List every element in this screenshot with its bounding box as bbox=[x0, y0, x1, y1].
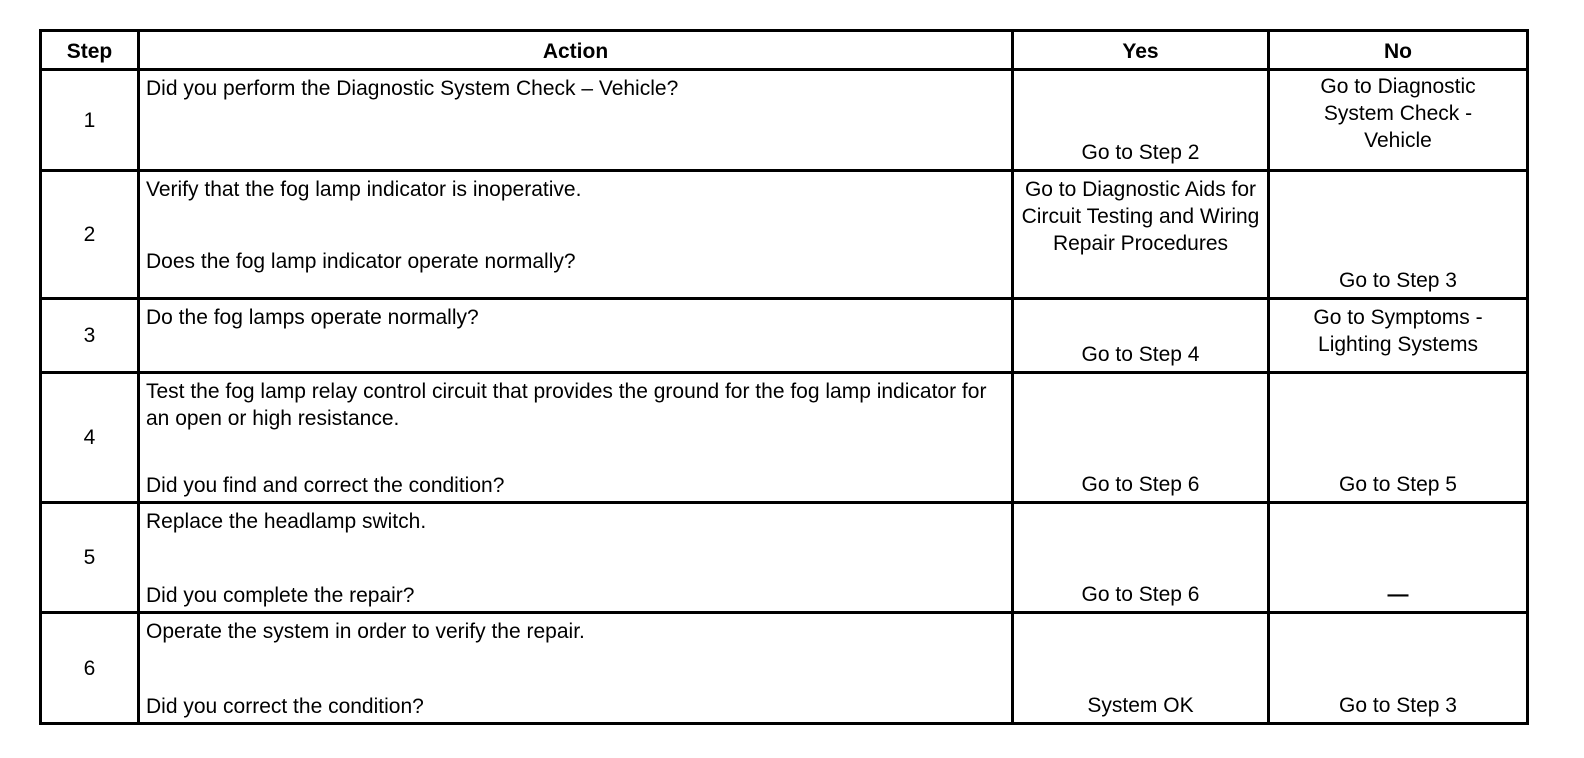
action-cell bbox=[139, 613, 1013, 724]
yes-cell bbox=[1013, 373, 1269, 503]
no-answer: Go to Step 5 bbox=[1339, 473, 1457, 496]
action-question: Does the fog lamp indicator operate normally? bbox=[146, 250, 576, 273]
header-action: Action bbox=[139, 31, 1013, 70]
yes-answer: System OK bbox=[1087, 694, 1194, 717]
table-header bbox=[41, 31, 1528, 70]
action-cell bbox=[139, 70, 1013, 171]
action-question: Did you find and correct the condition? bbox=[146, 474, 505, 497]
yes-answer: Go to Diagnostic Aids for Circuit Testing and Wiring Repair Procedures bbox=[1021, 178, 1260, 255]
no-answer: — bbox=[1387, 583, 1409, 606]
yes-answer: Go to Step 2 bbox=[1081, 141, 1200, 164]
no-answer: Go to Symptoms - Lighting Systems bbox=[1313, 306, 1483, 356]
table-row bbox=[41, 70, 1528, 171]
header-step: Step bbox=[41, 31, 139, 70]
table-row bbox=[41, 613, 1528, 724]
table-row bbox=[41, 503, 1528, 613]
yes-cell bbox=[1013, 613, 1269, 724]
no-answer: Go to Diagnostic System Check - Vehicle bbox=[1320, 75, 1476, 152]
table-row bbox=[41, 299, 1528, 373]
yes-cell bbox=[1013, 70, 1269, 171]
yes-cell bbox=[1013, 171, 1269, 299]
action-cell bbox=[139, 299, 1013, 373]
step-number: 2 bbox=[41, 171, 139, 299]
action-question: Did you complete the repair? bbox=[146, 584, 415, 607]
table-row bbox=[41, 373, 1528, 503]
no-cell bbox=[1269, 299, 1528, 373]
action-text: Verify that the fog lamp indicator is inoperative. bbox=[146, 178, 582, 201]
yes-cell bbox=[1013, 299, 1269, 373]
action-text: Did you perform the Diagnostic System Check – Vehicle? bbox=[146, 77, 679, 100]
action-cell bbox=[139, 373, 1013, 503]
action-question: Did you correct the condition? bbox=[146, 695, 424, 718]
action-cell bbox=[139, 503, 1013, 613]
diagnostic-table bbox=[39, 29, 1529, 725]
step-number: 4 bbox=[41, 373, 139, 503]
header-yes: Yes bbox=[1013, 31, 1269, 70]
step-number: 5 bbox=[41, 503, 139, 613]
no-cell bbox=[1269, 503, 1528, 613]
step-number: 6 bbox=[41, 613, 139, 724]
step-number: 1 bbox=[41, 70, 139, 171]
no-cell bbox=[1269, 171, 1528, 299]
header-row bbox=[41, 31, 1528, 70]
action-text: Operate the system in order to verify the repair. bbox=[146, 620, 585, 643]
action-text: Test the fog lamp relay control circuit that provides the ground for the fog lamp indicator for an open or high resistance. bbox=[146, 380, 987, 430]
action-cell bbox=[139, 171, 1013, 299]
table-body bbox=[41, 70, 1528, 724]
yes-cell bbox=[1013, 503, 1269, 613]
step-number: 3 bbox=[41, 299, 139, 373]
action-text: Replace the headlamp switch. bbox=[146, 510, 427, 533]
no-cell bbox=[1269, 70, 1528, 171]
yes-answer: Go to Step 6 bbox=[1081, 583, 1200, 606]
yes-answer: Go to Step 6 bbox=[1081, 473, 1200, 496]
no-cell bbox=[1269, 613, 1528, 724]
action-text: Do the fog lamps operate normally? bbox=[146, 306, 479, 329]
table-row bbox=[41, 171, 1528, 299]
header-no: No bbox=[1269, 31, 1528, 70]
yes-answer: Go to Step 4 bbox=[1081, 343, 1200, 366]
no-answer: Go to Step 3 bbox=[1339, 694, 1457, 717]
no-cell bbox=[1269, 373, 1528, 503]
no-answer: Go to Step 3 bbox=[1339, 269, 1457, 292]
